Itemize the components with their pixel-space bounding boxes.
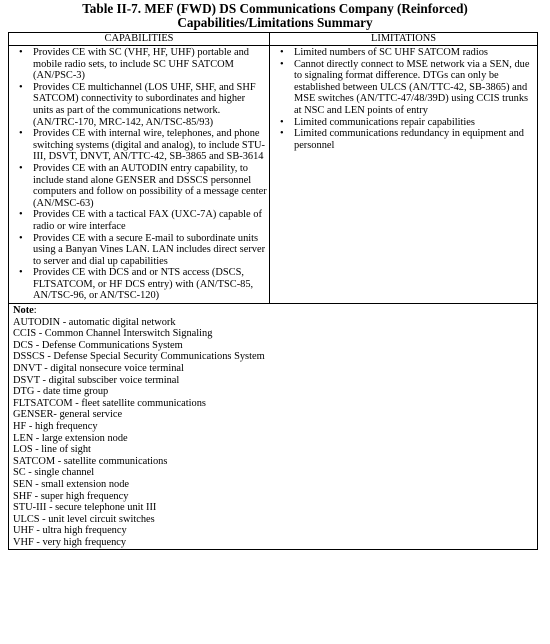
note-line: DTG - date time group (13, 386, 109, 398)
title-line-2: Capabilities/Limitations Summary (177, 15, 373, 30)
note-line: GENSER- general service (13, 409, 123, 421)
note-line: HF - high frequency (13, 421, 98, 432)
list-item: • Provides CE with DCS and or NTS access (DSCS, FLTSATCOM, or HF DCS entry) with (AN/TSC-85, AN/TSC-96, or AN/TSC-120) (33, 267, 267, 302)
header-capabilities: CAPABILITIES (9, 33, 270, 46)
note-line: SATCOM - satellite communications (13, 455, 168, 467)
notes-row (9, 304, 538, 549)
header-row (9, 33, 538, 46)
note-line: DSSCS - Defense Special Security Communications System (13, 351, 265, 363)
title-line-1: Table II-7. MEF (FWD) DS Communications Company (Reinforced) (82, 1, 468, 16)
note-line: STU-III - secure telephone unit III (13, 502, 157, 514)
notes-heading: Note (13, 305, 34, 317)
note-line: SEN - small extension node (13, 478, 130, 490)
content-row (9, 46, 538, 304)
list-item: • Limited communications redundancy in equipment and personnel (294, 128, 533, 151)
note-line: LEN - large extension node (13, 432, 128, 444)
note-line: DNVT - digital nonsecure voice terminal (13, 363, 184, 375)
note-line: DSVT - digital subsciber voice terminal (13, 374, 180, 386)
notes-cell: Note: AUTODIN - automatic digital network CCIS - Common Channel Interswitch Signaling DCS - Defense Communications System DSSCS - Defense Special Security Communications System DNVT - digital nonsecure voice terminal DSVT - digital subsciber voice terminal DTG - date time group FLTSATCOM - fleet satellite communications GENSER- general service HF - high frequency LEN - large extension node LOS - line of sight SATCOM - satellite communications SC - single channel SEN - small extension node SHF - super high frequency STU-III - secure telephone unit III ULCS - unit level circuit switches UHF - ultra high frequency VHF - very high frequency (9, 304, 538, 549)
capabilities-limitations-table (8, 32, 538, 550)
list-item: • Provides CE with a tactical FAX (UXC-7A) capable of radio or wire interface (33, 209, 267, 232)
list-item: • Provides CE with an AUTODIN entry capability, to include stand alone GENSER and DSSCS personnel computers and follow on possibility of a message center (AN/MSC-63) (33, 163, 267, 209)
note-line: UHF - ultra high frequency (13, 525, 127, 537)
list-item: • Limited numbers of SC UHF SATCOM radios (294, 47, 533, 59)
list-item: • Limited communications repair capabilities (294, 117, 533, 129)
note-line: AUTODIN - automatic digital network (13, 316, 176, 328)
list-item: • Provides CE with SC (VHF, HF, UHF) portable and mobile radio sets, to include SC UHF SATCOM (AN/PSC-3) (33, 47, 267, 82)
header-limitations: LIMITATIONS (270, 33, 538, 46)
capabilities-list (15, 47, 267, 302)
note-line: ULCS - unit level circuit switches (13, 513, 155, 525)
note-line: DCS - Defense Communications System (13, 339, 183, 351)
note-line: FLTSATCOM - fleet satellite communications (13, 397, 206, 409)
note-line: VHF - very high frequency (13, 536, 127, 548)
note-line: CCIS - Common Channel Interswitch Signaling (13, 328, 213, 340)
list-item: • Provides CE with a secure E-mail to subordinate units using a Banyan Vines LAN. LAN includes direct server to server and dial up capabilities (33, 233, 267, 268)
note-line: SHF - super high frequency (13, 490, 129, 502)
list-item: • Provides CE with internal wire, telephones, and phone switching systems (digital and analog), to include STU-III, DSVT, DNVT, AN/TTC-42, SB-3865 and SB-3614 (33, 128, 267, 163)
capabilities-cell (9, 46, 270, 304)
limitations-list (276, 47, 533, 151)
note-line: SC - single channel (13, 467, 95, 479)
note-line: LOS - line of sight (13, 444, 91, 456)
list-item: • Cannot directly connect to MSE network via a SEN, due to signaling format difference. DTGs can only be established between ULCS (AN/TTC-42, SB-3865) and MSE switches (AN/TTC-47/48/39D) using CCIS trunks at NSC and LEN points of entry (294, 59, 533, 117)
list-item: • Provides CE multichannel (LOS UHF, SHF, and SHF SATCOM) connectivity to subordinates and higher units as part of the communications network. (AN/TRC-170, MRC-142, AN/TSC-85/93) (33, 82, 267, 128)
limitations-cell (270, 46, 538, 304)
table-title (0, 2, 550, 30)
